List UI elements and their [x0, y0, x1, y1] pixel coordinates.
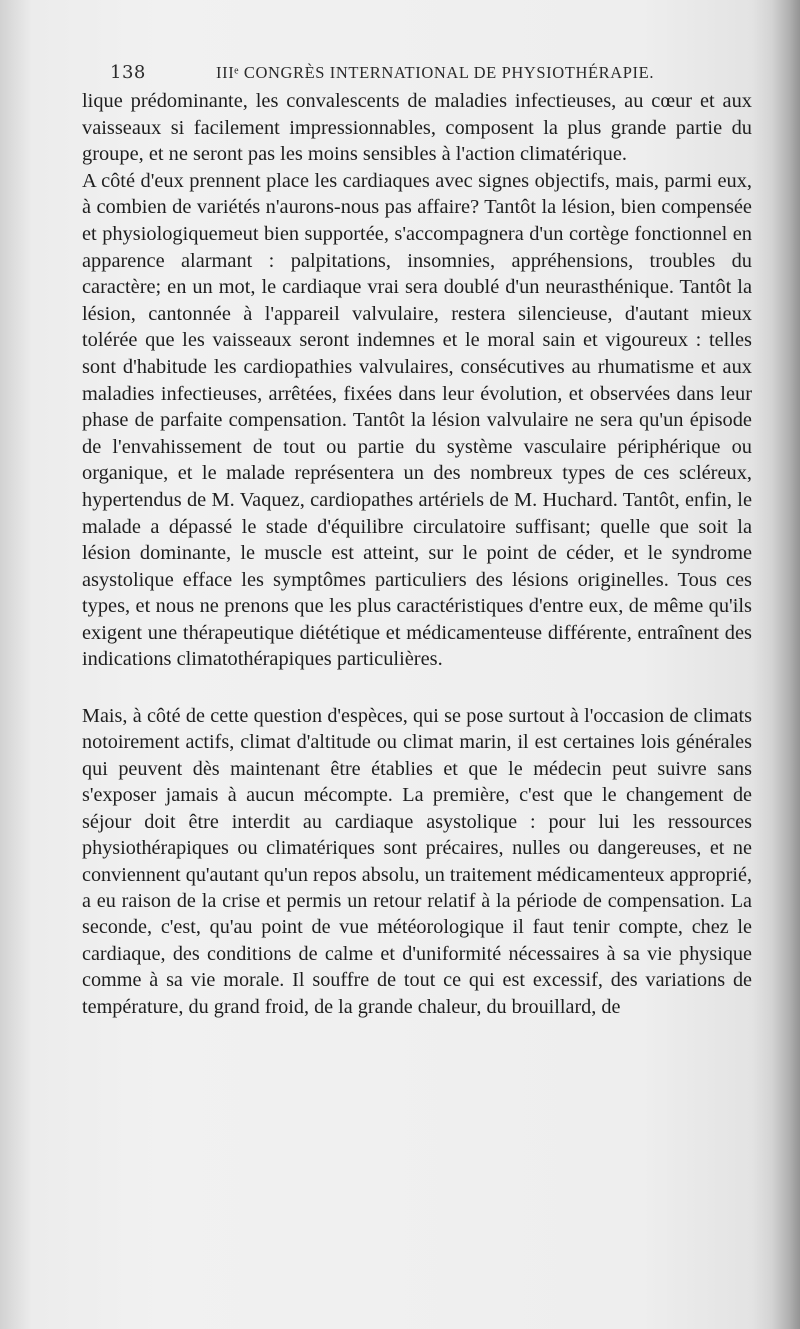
- paragraph-cardiac-types: A côté d'eux prennent place les cardiaques avec signes objectifs, mais, parmi eux, à combien de variétés n'aurons-nous pas affaire? Tantôt la lésion, bien compensée et physiologiquemeut bien supportée, s'accompagnera d'un cortège fonctionnel en apparence alarmant : palpitations, insomnies, appréhensions, troubles du caractère; en un mot, le cardiaque vrai sera doublé d'un neurasthénique. Tantôt la lésion, cantonnée à l'appareil valvulaire, restera silencieuse, d'autant mieux tolérée que les vaisseaux seront indemnes et le moral sain et vigoureux : telles sont d'habitude les cardiopathies valvulaires, consécutives au rhumatisme et aux maladies infectieuses, arrêtées, fixées dans leur évolution, et observées dans leur phase de parfaite compensation. Tantôt la lésion valvulaire ne sera qu'un épisode de l'envahissement de tout ou partie du système vasculaire périphérique ou organique, et le malade représentera un des nombreux types de ces scléreux, hypertendus de M. Vaquez, cardiopathes artériels de M. Huchard. Tantôt, enfin, le malade a dépassé le stade d'équilibre circulatoire suffisant; quelle que soit la lésion dominante, le muscle est atteint, sur le point de céder, et le syndrome asystolique efface les symptômes particuliers des lésions originelles. Tous ces types, et nous ne prenons que les plus caractéristiques d'entre eux, de même qu'ils exigent une thérapeutique diététique et médicamenteuse différente, entraînent des indications climatothérapiques particulières.: [82, 169, 752, 671]
- paragraph-general-laws: Mais, à côté de cette question d'espèces, qui se pose surtout à l'occasion de climats notoirement actifs, climat d'altitude ou climat marin, il est certaines lois générales qui peuvent dès maintenant être établies et que le médecin peut suivre sans s'exposer jamais à aucun mécompte. La première, c'est que le changement de séjour doit être interdit au cardiaque asystolique : pour lui les ressources physiothérapiques ou climatériques sont précaires, nulles ou dangereuses, et ne conviennent qu'autant qu'un repos absolu, un traitement médicamenteux approprié, a eu raison de la crise et permis un retour relatif à la période de compensation. La seconde, c'est, qu'au point de vue météorologique il faut tenir compte, chez le cardiaque, des conditions de calme et d'uniformité nécessaires à sa vie physique comme à sa vie morale. Il souffre de tout ce qui est excessif, des variations de température, du grand froid, de la grande chaleur, du brouillard, de: [82, 705, 752, 1018]
- page-edge-shadow: [772, 0, 800, 1329]
- paragraph-continuation: lique prédominante, les convalescents de maladies infectieuses, au cœur et aux vaisseaux si facilement impressionnables, composent la plus grande partie du groupe, et ne seront pas les moins sensibles à l'action climatérique.: [82, 90, 752, 166]
- page-number: 138: [110, 62, 146, 83]
- page-header: [110, 62, 750, 88]
- body-text: [82, 88, 752, 1020]
- running-head: IIIᵉ CONGRÈS INTERNATIONAL DE PHYSIOTHÉRAPIE.: [216, 63, 655, 82]
